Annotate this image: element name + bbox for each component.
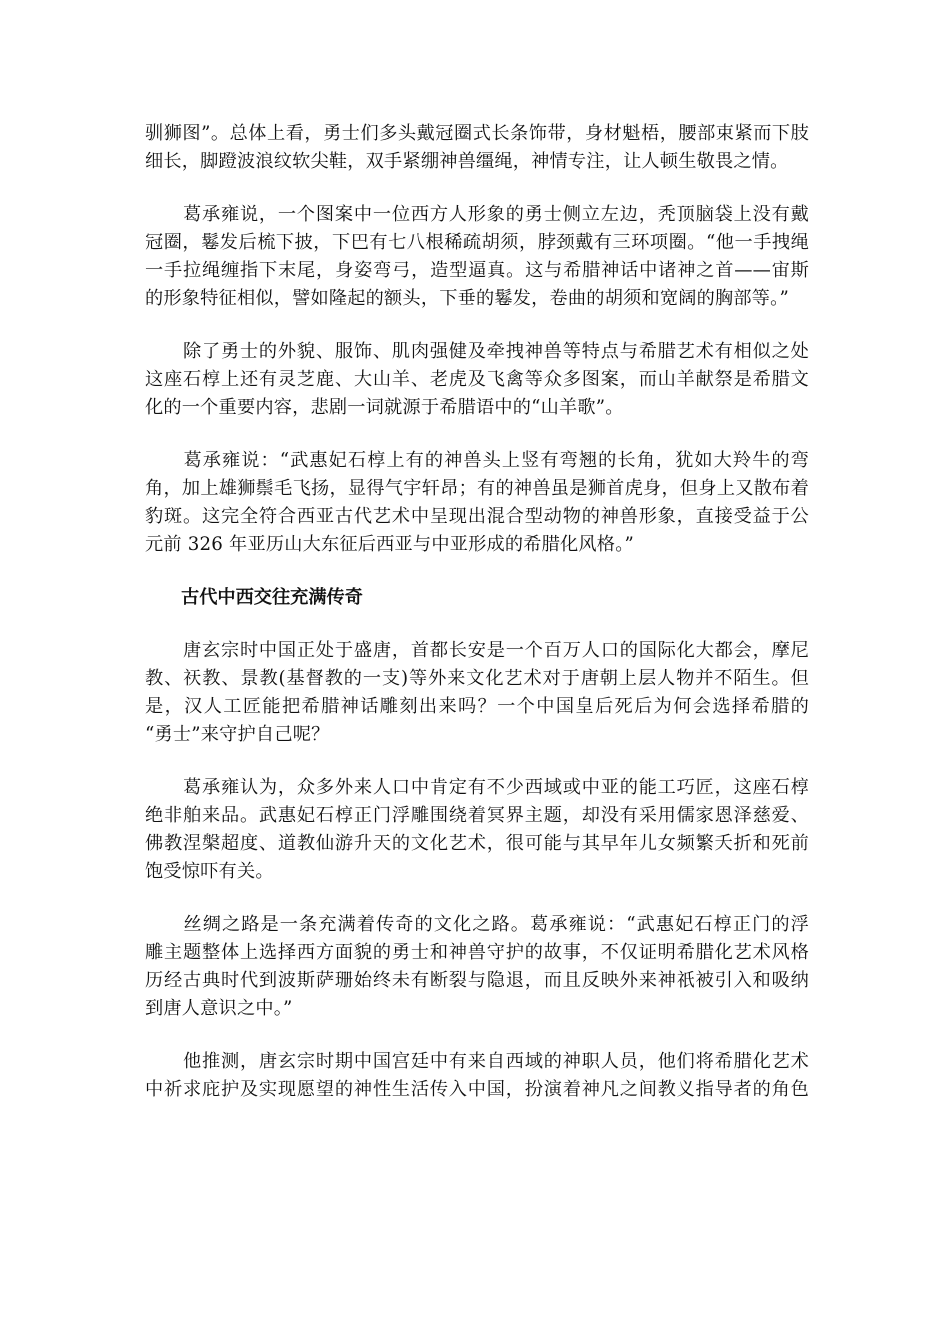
paragraph [145, 447, 809, 559]
paragraph [145, 201, 809, 313]
text-line: 一手拉绳缠指下末尾，身姿弯弓，造型逼真。这与希腊神话中诸神之首——宙斯 [145, 260, 809, 281]
paragraph [145, 120, 809, 176]
text-line: 化的一个重要内容，悲剧一词就源于希腊语中的“山羊歌”。 [145, 397, 624, 418]
text-line: 元前 326 年亚历山大东征后西亚与中亚形成的希腊化风格。” [145, 534, 634, 555]
paragraph [145, 911, 809, 1023]
paragraph [145, 1048, 809, 1104]
text-line: 细长，脚蹬波浪纹软尖鞋，双手紧绷神兽缰绳，神情专注，让人顿生敬畏之情。 [145, 151, 789, 172]
text-line: 绝非舶来品。武惠妃石椁正门浮雕围绕着冥界主题，却没有采用儒家恩泽慈爱、 [145, 805, 809, 826]
paragraph [145, 774, 809, 886]
text-line: 中祈求庇护及实现愿望的神性生活传入中国，扮演着神凡之间教义指导者的角色 [145, 1079, 809, 1100]
text-line: 除了勇士的外貌、服饰、肌肉强健及牵拽神兽等特点与希腊艺术有相似之处 [145, 341, 809, 362]
text-line: 驯狮图”。总体上看，勇士们多头戴冠圈式长条饰带，身材魁梧，腰部束紧而下肢 [145, 123, 809, 144]
paragraph [145, 637, 809, 749]
text-line: “勇士”来守护自己呢？ [145, 724, 330, 745]
text-line: 角，加上雄狮鬃毛飞扬，显得气宇轩昂；有的神兽虽是狮首虎身，但身上又散布着 [145, 478, 809, 499]
text-line: 葛承雍说：“武惠妃石椁上有的神兽头上竖有弯翘的长角，犹如大羚牛的弯 [145, 450, 809, 471]
text-line: 丝绸之路是一条充满着传奇的文化之路。葛承雍说：“武惠妃石椁正门的浮 [145, 914, 809, 935]
text-line: 这座石椁上还有灵芝鹿、大山羊、老虎及飞禽等众多图案，而山羊献祭是希腊文 [145, 369, 809, 390]
text-line: 佛教涅槃超度、道教仙游升天的文化艺术，很可能与其早年儿女频繁夭折和死前 [145, 833, 809, 854]
text-line: 他推测，唐玄宗时期中国宫廷中有来自西域的神职人员，他们将希腊化艺术 [145, 1051, 809, 1072]
text-line: 豹斑。这完全符合西亚古代艺术中呈现出混合型动物的神兽形象，直接受益于公 [145, 506, 809, 527]
text-line: 葛承雍说，一个图案中一位西方人形象的勇士侧立左边，秃顶脑袋上没有戴 [145, 204, 809, 225]
article-body [145, 120, 809, 1104]
text-line: 唐玄宗时中国正处于盛唐，首都长安是一个百万人口的国际化大都会，摩尼 [145, 640, 809, 661]
text-line: 饱受惊吓有关。 [145, 861, 274, 882]
text-line: 历经古典时代到波斯萨珊始终未有断裂与隐退，而且反映外来神祇被引入和吸纳 [145, 970, 809, 991]
text-line: 雕主题整体上选择西方面貌的勇士和神兽守护的故事，不仅证明希腊化艺术风格 [145, 942, 809, 963]
text-line: 的形象特征相似，譬如隆起的额头，下垂的鬈发，卷曲的胡须和宽阔的胸部等。” [145, 288, 789, 309]
text-line: 葛承雍认为，众多外来人口中肯定有不少西域或中亚的能工巧匠，这座石椁 [145, 777, 809, 798]
text-line: 是，汉人工匠能把希腊神话雕刻出来吗？一个中国皇后死后为何会选择希腊的 [145, 696, 809, 717]
text-line: 到唐人意识之中。” [145, 998, 293, 1019]
text-line: 冠圈，鬈发后梳下披，下巴有七八根稀疏胡须，脖颈戴有三环项圈。“他一手拽绳 [145, 232, 809, 253]
section-heading: 古代中西交往充满传奇 [181, 587, 363, 608]
text-line: 教、祆教、景教(基督教的一支)等外来文化艺术对于唐朝上层人物并不陌生。但 [145, 668, 809, 689]
paragraph [145, 338, 809, 422]
